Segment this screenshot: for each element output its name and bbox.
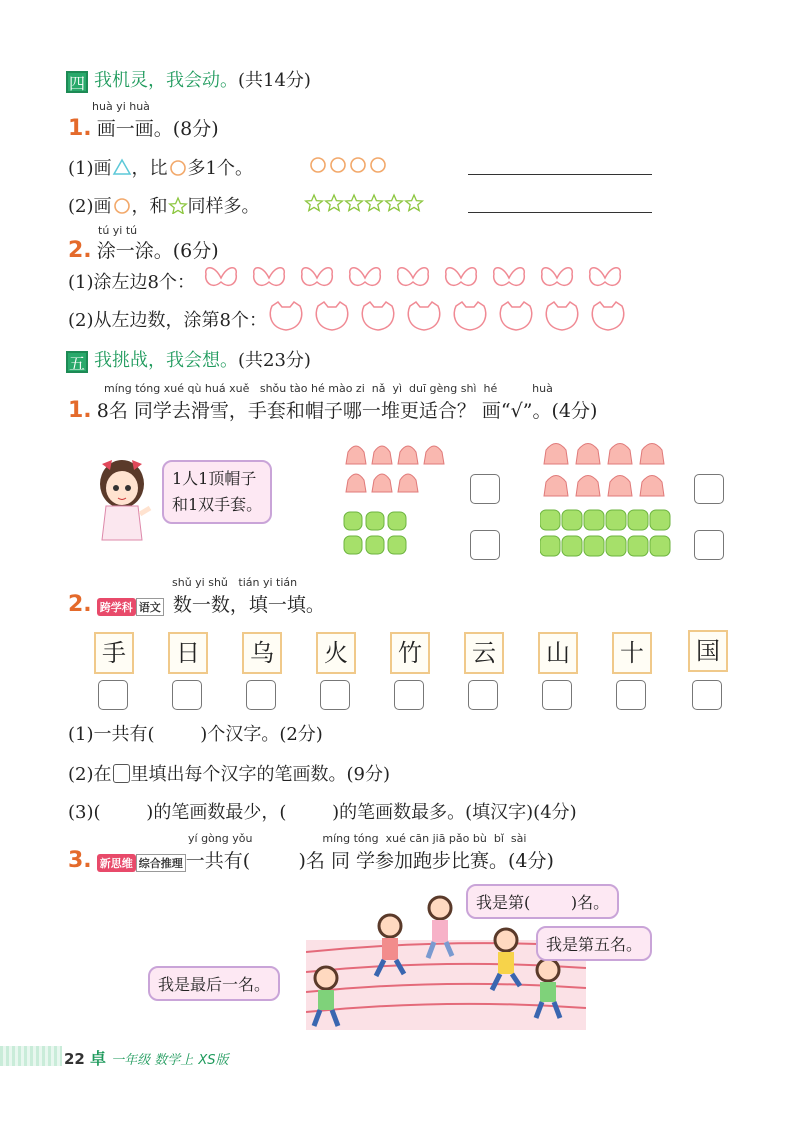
s5q3-heading [68, 846, 554, 873]
s5q2-pinyin: shǔ yi shǔ tián yi tián [172, 576, 298, 589]
hat-icon [424, 446, 444, 464]
glove-icon [606, 536, 626, 556]
hint-line-2: 和1双手套。 [172, 495, 263, 514]
q2-text: 涂一涂。(6分) [96, 240, 219, 262]
q1a-mid: ，比 [131, 158, 168, 179]
circle-icon [371, 158, 385, 172]
cat-face-shape [500, 302, 532, 330]
glove-icon [584, 510, 604, 530]
pile-1 [342, 440, 454, 560]
glove-icon [388, 536, 406, 554]
pile-2-hats-checkbox[interactable] [694, 474, 724, 504]
hat-icon [640, 476, 664, 497]
cat-face-shape [270, 302, 302, 330]
star-icon [168, 196, 188, 214]
circle-icon [351, 158, 365, 172]
s5q2-text: 数一数，填一填。 [172, 594, 325, 616]
cat-face-shape [592, 302, 624, 330]
hat-icon [398, 474, 418, 492]
s5q2-sub-3: (3)( )的笔画数最少，( )的笔画数最多。(填汉字)(4分) [68, 802, 577, 823]
stroke-count-box[interactable] [692, 680, 722, 710]
triangle-icon [112, 158, 132, 176]
glove-icon [562, 510, 582, 530]
glove-icon [584, 536, 604, 556]
butterfly-shape [446, 268, 477, 286]
glove-icon [606, 510, 626, 530]
stroke-count-box[interactable] [542, 680, 572, 710]
hat-icon [608, 476, 632, 497]
char-box: 十 [612, 632, 652, 674]
stroke-count-box[interactable] [616, 680, 646, 710]
glove-icon [540, 536, 560, 556]
footer [64, 1046, 228, 1069]
q1a-pre: (1)画 [68, 158, 112, 179]
characters-grid [90, 632, 730, 722]
q1-sub-a [68, 154, 253, 180]
s5q2-sub-1: (1)一共有( )个汉字。(2分) [68, 724, 323, 745]
butterfly-shape [302, 268, 333, 286]
glove-icon [650, 510, 670, 530]
q1-heading [68, 114, 219, 141]
hat-icon [372, 446, 392, 464]
q2-sub-b: (2)从左边数，涂第8个： [68, 310, 267, 331]
q1-text: 画一画。(8分) [96, 118, 219, 140]
s5q1-text: 8名 同学去滑雪，手套和帽子哪一堆更适合？ 画“√”。(4分) [96, 400, 598, 422]
s5q1-heading [68, 396, 597, 423]
runner-boy-4 [528, 956, 568, 1022]
stroke-count-box[interactable] [246, 680, 276, 710]
cat-face-shape [408, 302, 440, 330]
hat-icon [544, 476, 568, 497]
pile-2 [540, 438, 680, 562]
s5q2-sub-2 [68, 760, 390, 786]
q2-sub-a: (1)涂左边8个： [68, 272, 195, 293]
footer-stripe [0, 1046, 62, 1066]
s5q1-number: 1. [68, 398, 92, 423]
inline-box-icon [113, 764, 130, 783]
s5q2-sub-2-pre: (2)在 [68, 764, 112, 785]
glove-icon [540, 510, 560, 530]
stroke-count-box[interactable] [468, 680, 498, 710]
butterfly-shape [542, 268, 573, 286]
glove-icon [344, 536, 362, 554]
s5q3-number: 3. [68, 848, 92, 873]
glove-icon [562, 536, 582, 556]
star-icon [366, 195, 383, 211]
glove-icon [366, 536, 384, 554]
star-icon [386, 195, 403, 211]
pile-1-hats-checkbox[interactable] [470, 474, 500, 504]
hat-icon [576, 444, 600, 465]
stroke-count-box[interactable] [98, 680, 128, 710]
cat-face-shape [316, 302, 348, 330]
q2-pinyin: tú yi tú [98, 224, 138, 237]
q1-sub-b [68, 192, 260, 218]
section-4-title: 我机灵，我会动。 [94, 70, 238, 91]
section-4-badge: 四 [66, 71, 88, 93]
hat-icon [398, 446, 418, 464]
char-box: 竹 [390, 632, 430, 674]
q1-pinyin: huà yi huà [92, 100, 150, 113]
star-icon [346, 195, 363, 211]
char-box: 云 [464, 632, 504, 674]
char-box: 日 [168, 632, 208, 674]
page-number: 22 [64, 1050, 85, 1068]
bubble-fifth: 我是第五名。 [536, 926, 652, 961]
glove-icon [388, 512, 406, 530]
hat-icon [372, 474, 392, 492]
q1-circles-row [308, 155, 388, 175]
q1b-mid: ，和 [131, 196, 168, 217]
section-5-title: 我挑战，我会想。 [94, 350, 238, 371]
stroke-count-box[interactable] [394, 680, 424, 710]
hat-icon [346, 446, 366, 464]
runner-boy-2 [420, 894, 460, 964]
butterfly-shape [254, 268, 285, 286]
glove-icon [628, 536, 648, 556]
circle-icon [168, 158, 188, 176]
q1b-post: 同样多。 [187, 196, 260, 217]
hat-icon [576, 476, 600, 497]
cats-row [266, 298, 636, 334]
butterfly-shape [206, 268, 237, 286]
star-icon [406, 195, 423, 211]
hint-bubble [162, 460, 272, 524]
char-box: 山 [538, 632, 578, 674]
pile-1-gloves-checkbox[interactable] [470, 530, 500, 560]
q1a-answer-line[interactable] [468, 174, 652, 175]
hat-icon [640, 444, 664, 465]
butterflies-row [200, 262, 640, 296]
char-box: 国 [688, 630, 728, 672]
brand-logo: 卓 [89, 1049, 106, 1068]
bubble-last: 我是最后一名。 [148, 966, 280, 1001]
runner-boy-1 [370, 912, 410, 982]
q1a-post: 多1个。 [187, 158, 253, 179]
new-thinking-tag: 新思维 [97, 854, 136, 872]
section-5-header [66, 346, 311, 373]
s5q3-text: 一共有( )名 同 学参加跑步比赛。(4分) [185, 850, 554, 872]
hat-icon [608, 444, 632, 465]
q1-number: 1. [68, 116, 92, 141]
butterfly-shape [494, 268, 525, 286]
section-4-points: (共14分) [238, 70, 311, 91]
section-5-points: (共23分) [238, 350, 311, 371]
s5q2-heading [68, 590, 325, 617]
girl-illustration [92, 456, 152, 546]
s5q3-pinyin: yí gòng yǒu míng tóng xué cān jiā pǎo bù bǐ sài [188, 832, 527, 845]
stroke-count-box[interactable] [320, 680, 350, 710]
circle-icon [112, 196, 132, 214]
glove-icon [650, 536, 670, 556]
butterfly-shape [350, 268, 381, 286]
cat-face-shape [546, 302, 578, 330]
s5q2-number: 2. [68, 592, 92, 617]
star-icon [326, 195, 343, 211]
glove-icon [628, 510, 648, 530]
cat-face-shape [362, 302, 394, 330]
glove-icon [344, 512, 362, 530]
section-5-badge: 五 [66, 351, 88, 373]
q1b-pre: (2)画 [68, 196, 112, 217]
circle-icon [311, 158, 325, 172]
butterfly-shape [398, 268, 429, 286]
book-title: 一年级 数学上 [111, 1053, 194, 1068]
s5q1-pinyin: míng tóng xué qù huá xuě shǒu tào hé mào zi nǎ yì duī gèng shì hé huà [104, 382, 553, 395]
runner-boy-5 [306, 964, 346, 1030]
circle-icon [331, 158, 345, 172]
pile-2-gloves-checkbox[interactable] [694, 530, 724, 560]
hat-icon [544, 444, 568, 465]
cross-subject-tag: 跨学科 [97, 598, 136, 616]
stroke-count-box[interactable] [172, 680, 202, 710]
q2-number: 2. [68, 238, 92, 263]
edition: XS版 [198, 1053, 229, 1068]
char-box: 火 [316, 632, 356, 674]
q1b-answer-line[interactable] [468, 212, 652, 213]
q1-stars-row [304, 193, 430, 215]
char-box: 手 [94, 632, 134, 674]
section-4-header [66, 66, 311, 93]
chinese-tag: 语文 [136, 598, 164, 616]
cat-face-shape [454, 302, 486, 330]
hat-icon [346, 474, 366, 492]
q2-heading [68, 236, 219, 263]
star-icon [306, 195, 323, 211]
char-box: 乌 [242, 632, 282, 674]
s5q2-sub-2-post: 里填出每个汉字的笔画数。(9分) [130, 764, 390, 785]
glove-icon [366, 512, 384, 530]
hint-line-1: 1人1顶帽子 [172, 469, 257, 488]
butterfly-shape [590, 268, 621, 286]
bubble-rank-blank: 我是第( )名。 [466, 884, 619, 919]
reasoning-tag: 综合推理 [136, 854, 186, 872]
runner-boy-3 [486, 926, 526, 996]
